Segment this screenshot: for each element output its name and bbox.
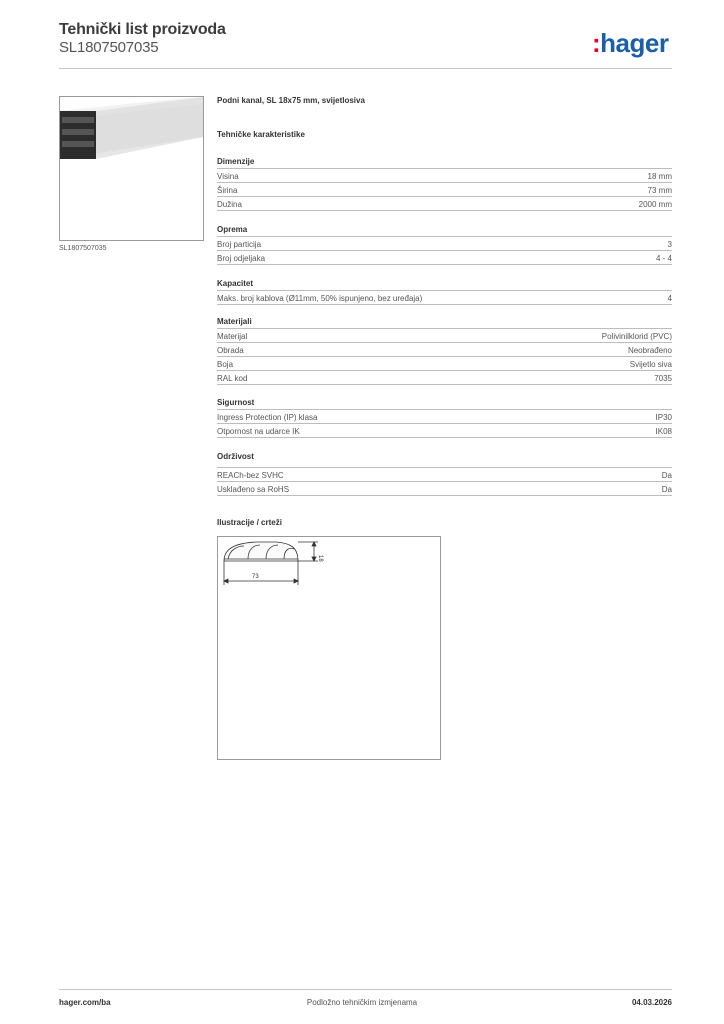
page-title: Tehnički list proizvoda (59, 21, 226, 38)
spec-label: Otpornost na udarce IK (217, 427, 300, 436)
hager-logo (592, 28, 674, 58)
spec-row (217, 370, 672, 384)
spec-value: Svijetlo siva (629, 360, 672, 369)
spec-label: Obrada (217, 346, 244, 355)
footer-website: hager.com/ba (59, 998, 111, 1007)
section-divider (217, 437, 672, 438)
spec-value: 73 mm (647, 186, 672, 195)
spec-row (217, 328, 672, 342)
section-title-equipment: Oprema (217, 225, 248, 234)
spec-label: Maks. broj kablova (Ø11mm, 50% ispunjeno, bez uređaja) (217, 294, 423, 303)
section-divider (217, 264, 672, 265)
spec-value: Da (661, 471, 672, 480)
product-name: Podni kanal, SL 18x75 mm, svijetlosiva (217, 96, 365, 105)
section-title-dimensions: Dimenzije (217, 157, 255, 166)
spec-label: Ingress Protection (IP) klasa (217, 413, 318, 422)
spec-value: Da (661, 485, 672, 494)
spec-value: 3 (667, 240, 672, 249)
illustrations-heading: Ilustracije / crteži (217, 518, 282, 527)
spec-row (217, 356, 672, 370)
spec-value: 4 - 4 (655, 254, 672, 263)
spec-label: Broj particija (217, 240, 262, 249)
section-divider (217, 495, 672, 496)
spec-value: IK08 (655, 427, 672, 436)
spec-label: Dužina (217, 200, 242, 209)
spec-row (217, 481, 672, 495)
width-dimension-label: 73 (252, 574, 259, 580)
spec-row (217, 423, 672, 437)
spec-row (217, 467, 672, 481)
spec-value: 7035 (654, 374, 672, 383)
technical-drawing (217, 536, 441, 760)
spec-row (217, 290, 672, 304)
spec-label: Boja (217, 360, 234, 369)
header-divider (59, 68, 672, 69)
spec-label: Širina (217, 186, 238, 195)
footer-divider (59, 989, 672, 990)
spec-row (217, 196, 672, 210)
product-photo (59, 96, 204, 241)
spec-label: RAL kod (217, 374, 248, 383)
spec-value: 2000 mm (638, 200, 672, 209)
logo-colon-mark: : (592, 28, 601, 58)
spec-row (217, 236, 672, 250)
section-divider (217, 384, 672, 385)
spec-value: 4 (667, 294, 672, 303)
product-reference: SL1807507035 (59, 39, 159, 56)
spec-value: Polivinilklorid (PVC) (601, 332, 672, 341)
footer-disclaimer: Podložno tehničkim izmjenama (306, 998, 418, 1007)
spec-row (217, 182, 672, 196)
section-divider (217, 304, 672, 305)
spec-row (217, 409, 672, 423)
spec-row (217, 250, 672, 264)
spec-value: Neobrađeno (627, 346, 672, 355)
spec-value: IP30 (655, 413, 672, 422)
spec-label: Visina (217, 172, 239, 181)
spec-label: Usklađeno sa RoHS (217, 485, 290, 494)
section-title-capacity: Kapacitet (217, 279, 254, 288)
section-title-sustainability: Održivost (217, 452, 254, 461)
spec-label: REACh-bez SVHC (217, 471, 284, 480)
photo-caption: SL1807507035 (59, 245, 107, 252)
section-title-safety: Sigurnost (217, 398, 255, 407)
height-dimension-label: 18 (317, 555, 323, 562)
tech-characteristics-heading: Tehničke karakteristike (217, 130, 305, 139)
spec-row (217, 342, 672, 356)
spec-label: Broj odjeljaka (217, 254, 266, 263)
logo-wordmark: hager (600, 28, 669, 58)
section-divider (217, 210, 672, 211)
spec-row (217, 168, 672, 182)
footer-date: 04.03.2026 (631, 998, 672, 1007)
spec-label: Materijal (217, 332, 248, 341)
section-title-materials: Materijali (217, 317, 252, 326)
spec-value: 18 mm (647, 172, 672, 181)
